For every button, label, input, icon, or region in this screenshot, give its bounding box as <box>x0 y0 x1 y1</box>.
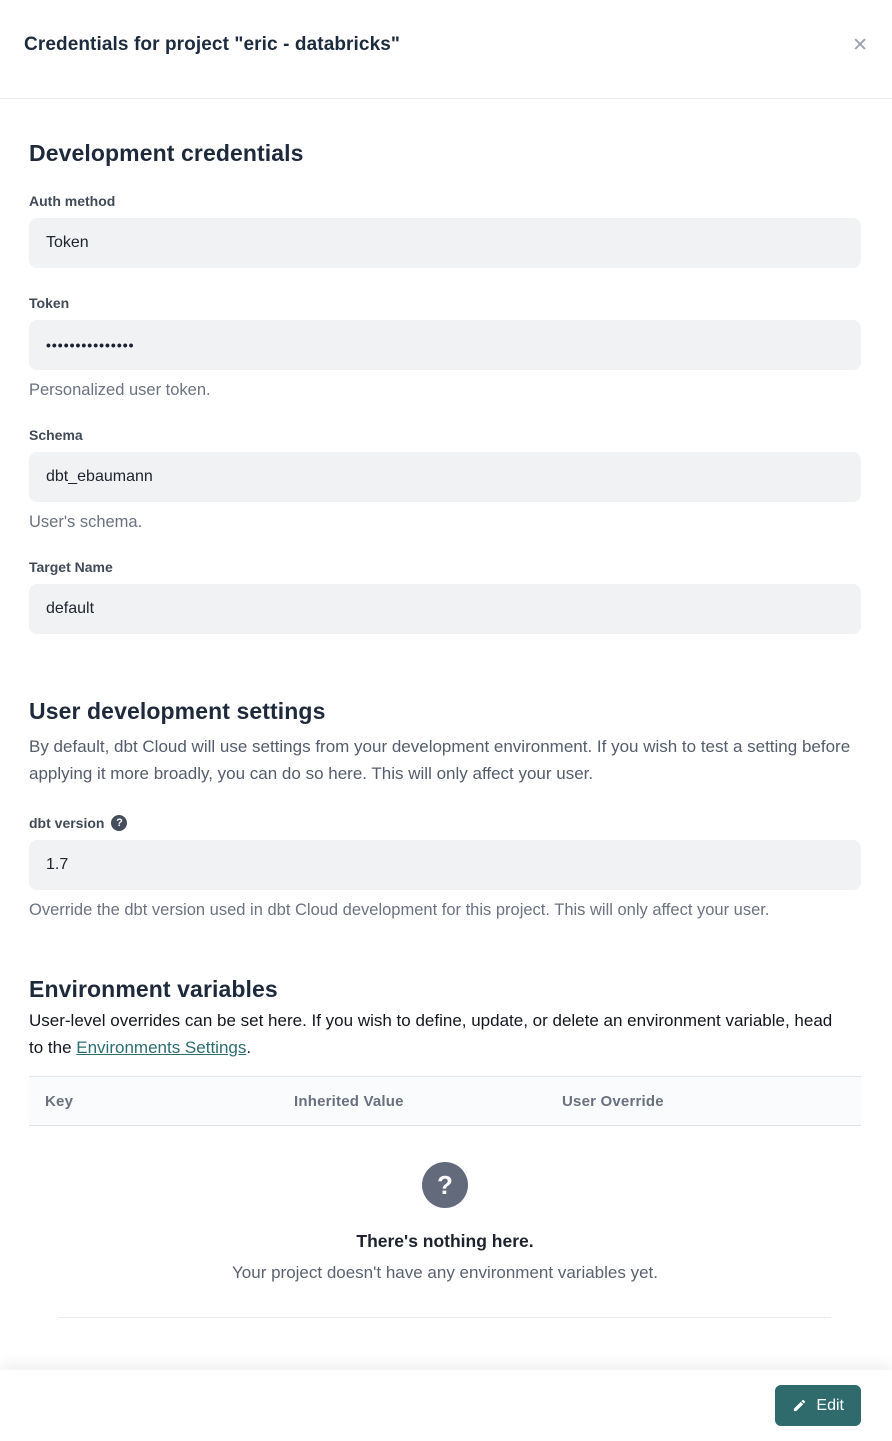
dbt-version-helper: Override the dbt version used in dbt Cloud development for this project. This will only affect your user. <box>29 900 770 919</box>
user-development-settings-heading: User development settings <box>29 698 326 724</box>
dbt-version-label <box>29 815 861 831</box>
modal-title: Credentials for project "eric - databricks" <box>24 34 401 55</box>
env-variables-table-header <box>29 1076 861 1126</box>
token-group <box>29 295 861 400</box>
edit-button[interactable] <box>775 1385 861 1426</box>
env-description-suffix: . <box>246 1037 252 1057</box>
dbt-version-group <box>29 815 861 920</box>
auth-method-group <box>29 193 861 268</box>
schema-label: Schema <box>29 427 83 443</box>
column-header-key: Key <box>45 1092 74 1110</box>
footer-bar <box>0 1370 892 1441</box>
token-field <box>29 320 861 370</box>
section-divider <box>59 1317 831 1318</box>
empty-state-title: There's nothing here. <box>356 1231 534 1252</box>
column-header-user-override: User Override <box>562 1092 664 1110</box>
environment-variables-description <box>29 1008 844 1062</box>
token-label: Token <box>29 295 70 311</box>
auth-method-label: Auth method <box>29 193 116 209</box>
environment-variables-heading: Environment variables <box>29 975 278 1002</box>
user-development-settings-description: By default, dbt Cloud will use settings from your development environment. If you wish to test a setting before applying it more broadly, you can do so here. This will only affect your user. <box>29 737 851 783</box>
dbt-version-value: 1.7 <box>46 855 69 873</box>
token-value: ••••••••••••••• <box>46 337 135 353</box>
auth-method-field <box>29 218 861 268</box>
modal-header <box>0 0 892 99</box>
close-button[interactable] <box>848 32 872 59</box>
target-name-group <box>29 559 861 634</box>
target-name-label: Target Name <box>29 559 113 575</box>
close-icon: ✕ <box>852 34 868 56</box>
environments-settings-link[interactable]: Environments Settings <box>76 1037 247 1057</box>
dbt-version-label-text: dbt version <box>29 814 105 831</box>
target-name-field <box>29 584 861 634</box>
question-mark-icon: ? <box>422 1162 468 1208</box>
env-description-prefix: User-level overrides can be set here. If you wish to define, update, or delete an environment variable, head to the <box>29 1010 833 1057</box>
schema-field <box>29 452 861 502</box>
schema-group <box>29 427 861 532</box>
development-credentials-heading: Development credentials <box>29 140 304 166</box>
help-icon[interactable]: ? <box>111 815 127 831</box>
pencil-icon <box>792 1398 807 1413</box>
schema-value: dbt_ebaumann <box>46 468 153 485</box>
token-helper: Personalized user token. <box>29 381 211 399</box>
empty-state-subtitle: Your project doesn't have any environment variables yet. <box>232 1263 658 1283</box>
modal-content <box>0 140 892 1318</box>
dbt-version-field <box>29 840 861 890</box>
column-header-inherited-value: Inherited Value <box>294 1092 404 1110</box>
edit-button-label: Edit <box>816 1396 844 1414</box>
schema-helper: User's schema. <box>29 513 143 531</box>
target-name-value: default <box>46 600 95 617</box>
env-variables-empty-state <box>29 1162 861 1283</box>
auth-method-value: Token <box>46 234 89 251</box>
